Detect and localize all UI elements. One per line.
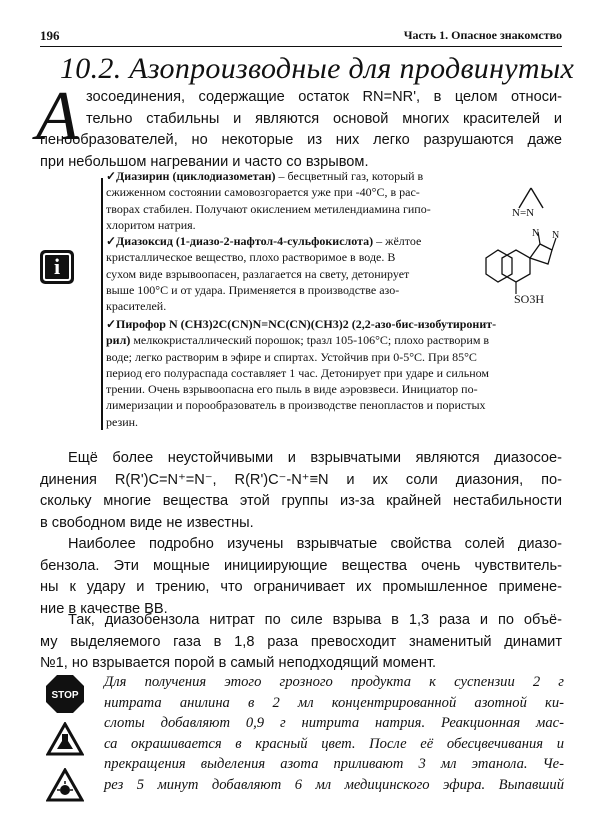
flask-hazard-icon <box>46 722 84 756</box>
sulfo-group-label: SO3H <box>514 292 545 306</box>
nitrate-paragraph: Так, диазобензола нитрат по силе взрыва в 1,3 раза и по объё- му выделяемого газа в 1,8 раза превосходит знаменитый динамит №1, но взрывается порой в самый неподходящий момент. <box>40 612 562 671</box>
diazirine-structure-icon <box>508 182 554 222</box>
svg-text:N: N <box>532 228 540 239</box>
drop-cap: А <box>36 78 79 155</box>
diazoxide-entry: ✓Диазоксид (1-диазо-2-нафтол-4-сульфокислота) – жёлтое кристаллическое вещество, плохо растворимое в воде. В сухом виде взрывоопасен, разлагается на свету, детонирует выше 100°С и от удара. Применяется в производстве азо- красителей. <box>106 234 422 314</box>
diazirine-struct-label: N=N <box>512 207 535 219</box>
intro-line: при небольшом нагревании и часто со взрывом. <box>40 153 369 170</box>
info-icon: i <box>40 250 74 284</box>
info-box-bar <box>101 178 103 430</box>
stop-label: STOP <box>51 690 79 701</box>
intro-line: тельно стабильны и являются основой многих красителей и <box>86 110 562 127</box>
stop-sign-icon <box>45 674 85 714</box>
intro-paragraph-top <box>86 87 562 130</box>
intro-paragraph-bottom <box>40 130 562 173</box>
diazo-paragraph: Ещё более неустойчивыми и взрывчатыми являются диазосое- динения R(R')C=N⁺=N⁻, R(R')C⁻-N⁺≡N и их соли диазония, по- скольку многие вещества этой группы из-за крайней нестабильности в свободном виде не известны. <box>40 450 562 531</box>
svg-text:N: N <box>552 230 560 241</box>
intro-line: пенообразователей, но некоторые из них легко разрушаются даже <box>40 132 562 148</box>
diazoxide-name: ✓Диазоксид (1-диазо-2-нафтол-4-сульфокислота) <box>106 234 374 248</box>
diazirine-entry: ✓Диазирин (циклодиазометан) – бесцветный газ, который в сжиженном состоянии самовозгорается уже при -40°С, в рас- творах стабилен. Получают окислением метилендиамина гипо- хлоритом натрия. <box>106 169 431 232</box>
pyrophor-name: ✓Пирофор N (CH3)2C(CN)N=NC(CN)(CH3)2 (2,2-азо-бис-изобутиронит- <box>106 317 497 331</box>
diazoxide-structure <box>478 228 564 310</box>
chapter-title: 10.2. Азопроизводные для продвинутых <box>60 52 575 85</box>
pyrophor-entry: ✓Пирофор N (CH3)2C(CN)N=NC(CN)(CH3)2 (2,2-азо-бис-изобутиронит- рил) мелкокристаллический порошок; tразл 105-106°С; плохо растворим в воде; легко растворим в эфире и спиртах. Устойчив при 0-5°С. При 85°С период его полураспада составляет 1 час. Детонирует при ударе и сильном трении. Очень взрывоопасна его пыль в виде аэровзвеси. Инициатор по- лимеризации и порообразователь в производстве пенопластов и пористых резин. <box>106 317 497 429</box>
running-head <box>40 28 562 47</box>
part-title: Часть 1. Опасное знакомство <box>403 28 562 42</box>
intro-line: зосоединения, содержащие остаток RN=NR', в целом относи- <box>86 89 562 105</box>
diazobenzene-paragraph: Наиболее подробно изучены взрывчатые свойства солей диазо- бензола. Эти мощные инициирующие вещества очень чувствитель- ны к удару и трению, что ограничивает их промышленное примене- ние в качестве ВВ. <box>40 536 562 617</box>
procedure-note: Для получения этого грозного продукта к суспензии 2 г нитрата анилина в 2 мл концентрированной азотной ки- слоты добавляют 0,9 г нитрита натрия. Реакционная мас- са окрашивается в красный цвет. После её обесцвечивания и прекращения выделения азота приливают 3 мл этанола. Че- рез 5 минут добавляют 6 мл медицинского эфира. Выпавший <box>104 674 564 793</box>
page-number: 196 <box>40 28 60 43</box>
diazirine-name: ✓Диазирин (циклодиазометан) <box>106 169 276 183</box>
explosion-hazard-icon <box>46 768 84 802</box>
